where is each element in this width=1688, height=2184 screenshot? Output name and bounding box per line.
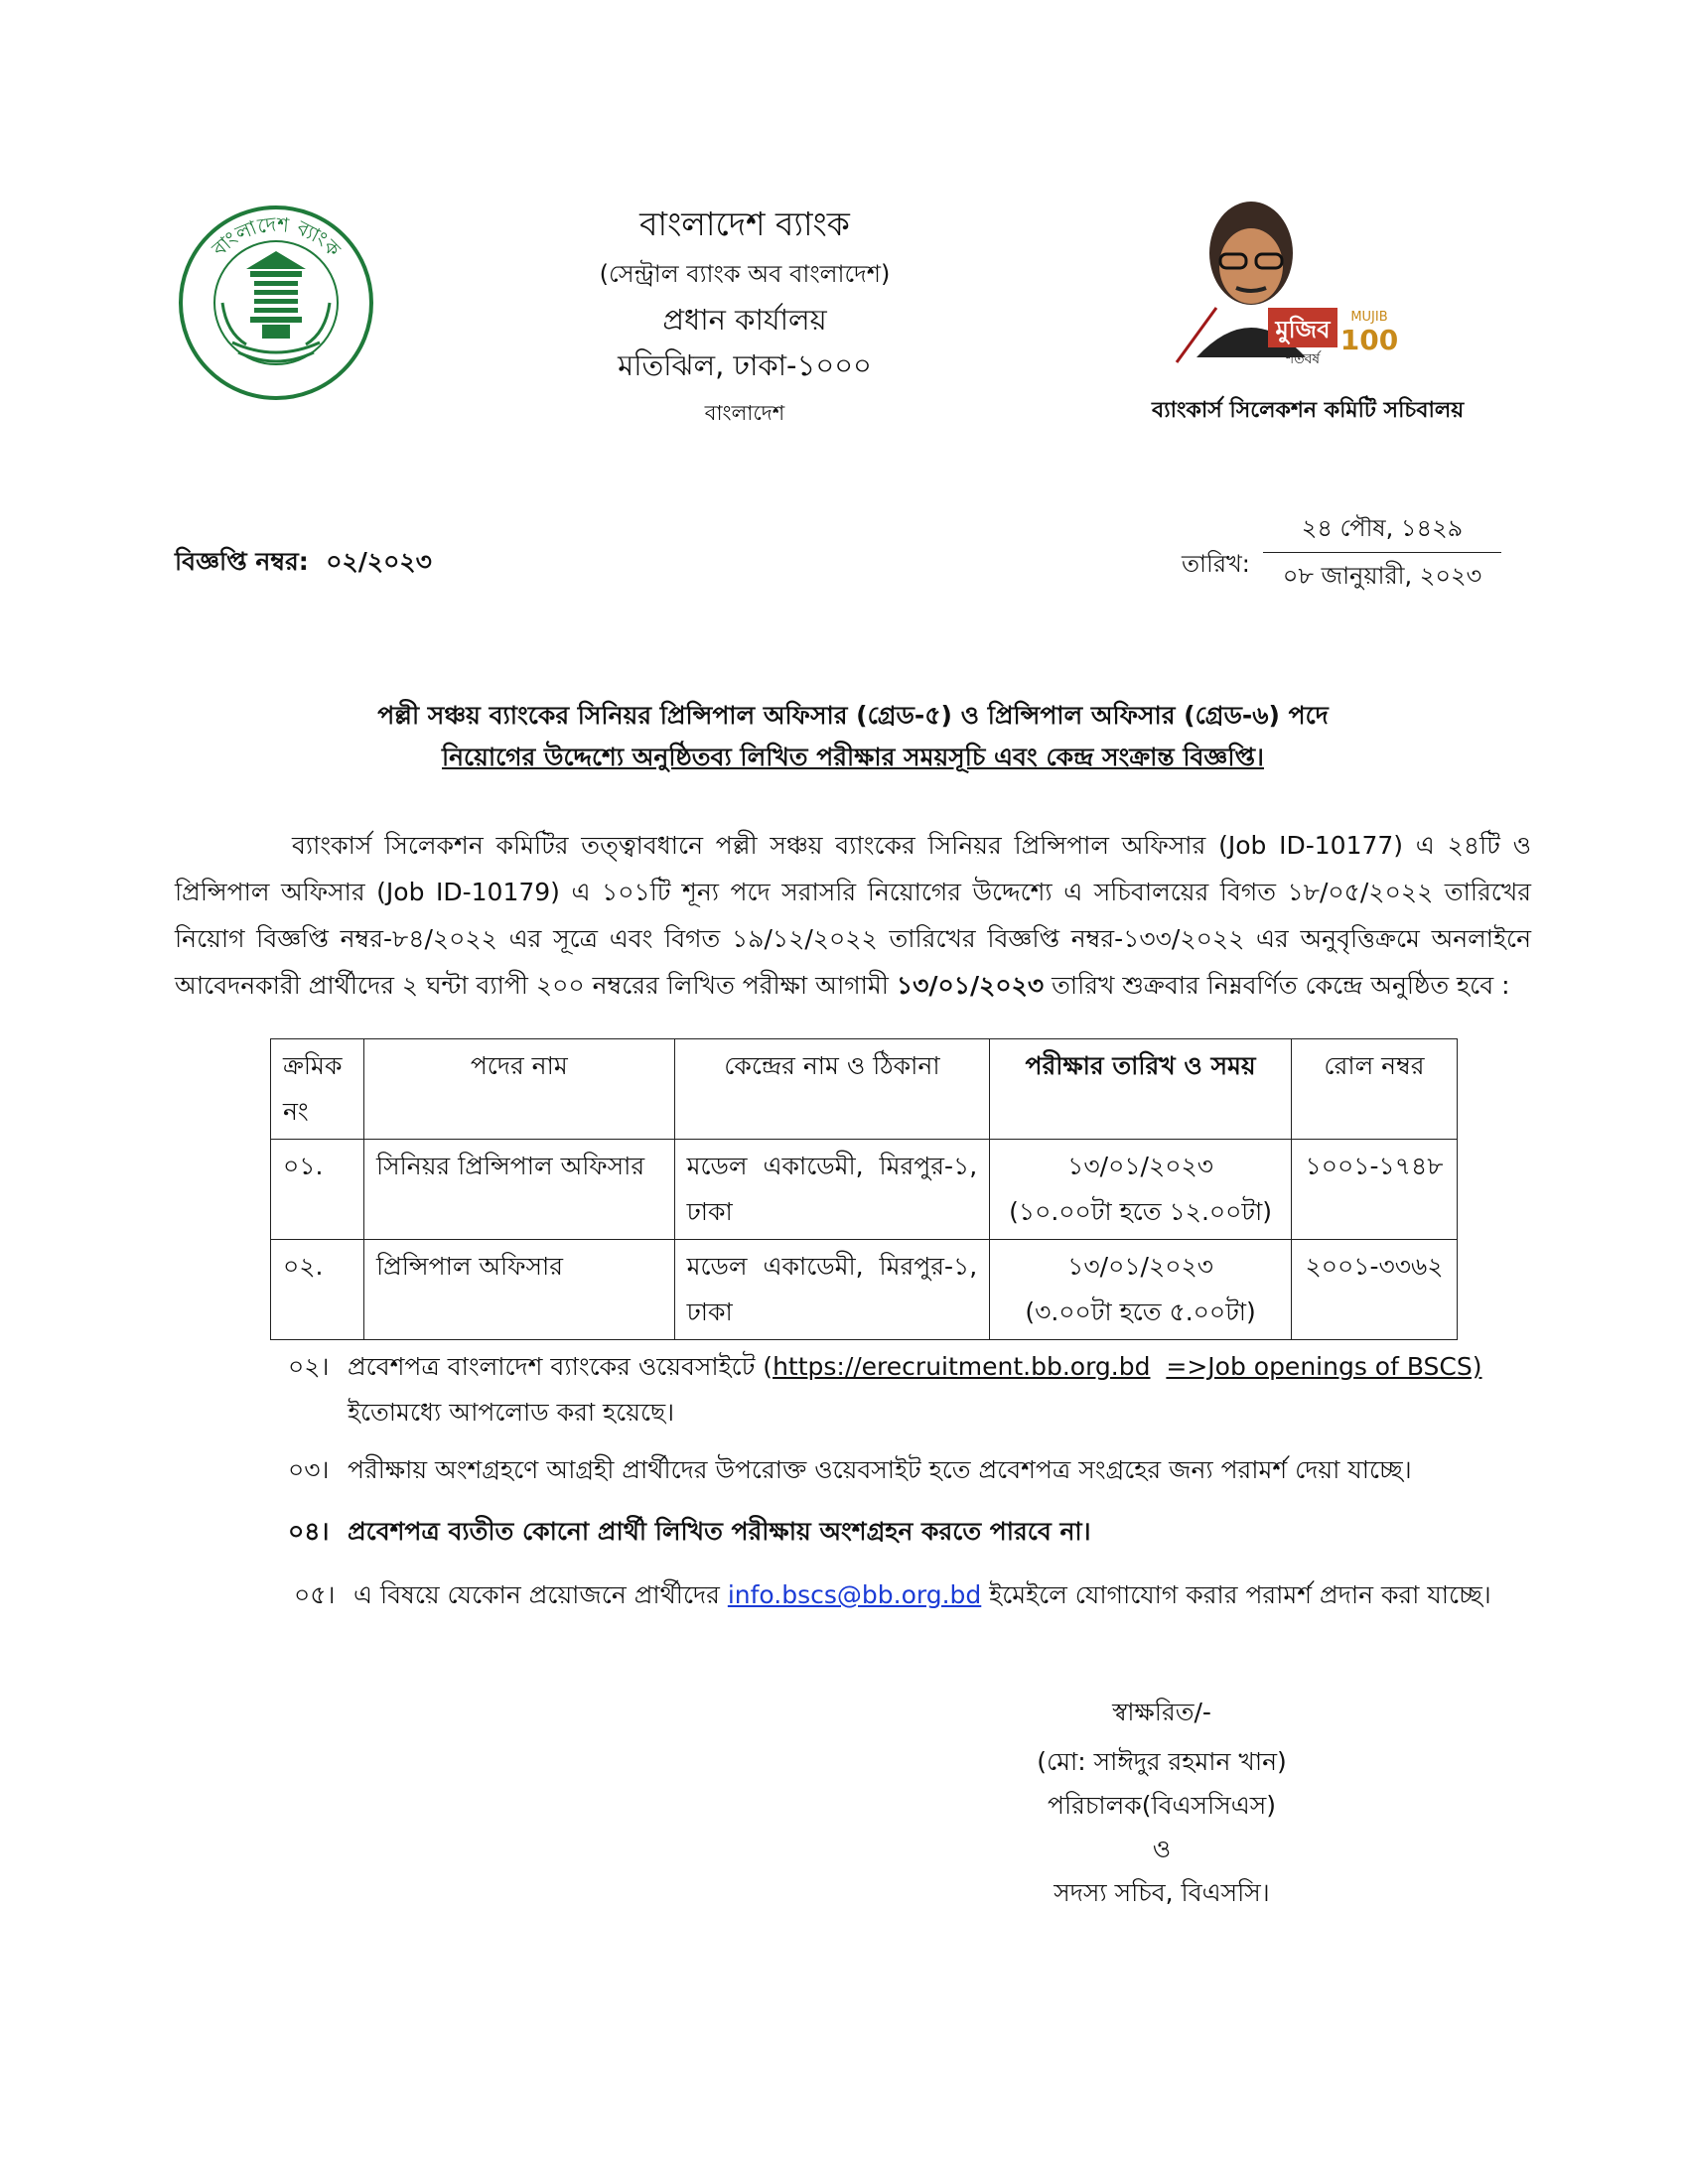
notice-number-value: ০২/২০২৩ <box>326 547 432 576</box>
signatory-name: (মো: সাঈদুর রহমান খান) <box>1037 1747 1287 1776</box>
cell-post: প্রিন্সিপাল অফিসার <box>363 1240 674 1340</box>
point-03-text: পরীক্ষায় অংশগ্রহণে আগ্রহী প্রার্থীদের উপরোক্ত ওয়েবসাইট হতে প্রবেশপত্র সংগ্রহের জন্য পরামর্শ দেয়া যাচ্ছে। <box>348 1455 1412 1484</box>
notice-title-line2: নিয়োগের উদ্দেশ্যে অনুষ্ঠিতব্য লিখিত পরীক্ষার সময়সূচি এবং কেন্দ্র সংক্রান্ত বিজ্ঞপ্তি। <box>441 743 1264 771</box>
body-paragraph <box>175 822 1531 1009</box>
contact-email-link[interactable]: info.bscs@bb.org.bd <box>727 1580 982 1609</box>
exam-date-highlight: ১৩/০১/২০২৩ <box>896 971 1045 1000</box>
cell-time: (৩.০০টা হতে ৫.০০টা) <box>1025 1297 1256 1326</box>
office-address: মতিঝিল, ঢাকা-১০০০ <box>618 348 872 382</box>
point-05-number: ০৫। <box>294 1580 336 1609</box>
point-04-text: প্রবেশপত্র ব্যতীত কোনো প্রার্থী লিখিত পরীক্ষায় অংশগ্রহন করতে পারবে না। <box>348 1517 1091 1546</box>
point-02-text <box>348 1344 1539 1435</box>
cell-datetime <box>990 1240 1292 1340</box>
date-english: ০৮ জানুয়ারী, ২০২৩ <box>1282 562 1482 590</box>
point-03-number: ০৩। <box>288 1455 330 1484</box>
cell-post: সিনিয়র প্রিন্সিপাল অফিসার <box>363 1140 674 1240</box>
signatory-designation: পরিচালক(বিএসসিএস) <box>1047 1791 1277 1820</box>
header-roll: রোল নম্বর <box>1291 1039 1457 1140</box>
point-02-number: ০২। <box>288 1352 330 1381</box>
notice-number <box>175 542 432 585</box>
table-row <box>271 1140 1458 1240</box>
signature-signed: স্বাক্ষরিত/- <box>1112 1698 1211 1726</box>
notice-title <box>175 695 1531 778</box>
exam-schedule-table <box>270 1038 1458 1340</box>
svg-text:MUJIB: MUJIB <box>1350 310 1388 325</box>
table-header-row <box>271 1039 1458 1140</box>
date-label: তারিখ: <box>1182 550 1250 578</box>
svg-text:শতবর্ষ: শতবর্ষ <box>1285 351 1321 367</box>
header-datetime: পরীক্ষার তারিখ ও সময় <box>990 1039 1292 1140</box>
point-02-text2: ইতোমধ্যে আপলোড করা হয়েছে। <box>348 1398 675 1427</box>
signatory-role: সদস্য সচিব, বিএসসি। <box>1054 1878 1270 1907</box>
cell-date: ১৩/০১/২০২৩ <box>1067 1152 1213 1180</box>
signatory-and: ও <box>1152 1835 1172 1863</box>
point-04-number: ০৪। <box>288 1517 330 1546</box>
cell-time: (১০.০০টা হতে ১২.০০টা) <box>1009 1197 1273 1226</box>
header-center: কেন্দ্রের নাম ও ঠিকানা <box>674 1039 990 1140</box>
org-subtitle: (সেন্ট্রাল ব্যাংক অব বাংলাদেশ) <box>599 260 891 288</box>
secretariat-name: ব্যাংকার্স সিলেকশন কমিটি সচিবালয় <box>1152 398 1465 423</box>
svg-text:মুজিব: মুজিব <box>1275 316 1331 343</box>
country-name: বাংলাদেশ <box>704 401 785 425</box>
body-text-part2: তারিখ শুক্রবার নিম্নবর্ণিত কেন্দ্রে অনুষ্ঠিত হবে : <box>1052 971 1510 1000</box>
cell-serial: ০১. <box>271 1140 364 1240</box>
cell-date: ১৩/০১/২০২৩ <box>1067 1252 1213 1281</box>
cell-center: মডেল একাডেমী, মিরপুর-১, ঢাকা <box>674 1240 990 1340</box>
cell-serial: ০২. <box>271 1240 364 1340</box>
admit-card-url[interactable]: https://erecruitment.bb.org.bd <box>773 1352 1151 1381</box>
cell-datetime <box>990 1140 1292 1240</box>
notice-title-line1: পল্লী সঞ্চয় ব্যাংকের সিনিয়র প্রিন্সিপাল অফিসার (গ্রেড-৫) ও প্রিন্সিপাল অফিসার (গ্রেড-৬) পদে <box>377 701 1329 730</box>
body-text-part1: ব্যাংকার্স সিলেকশন কমিটির তত্ত্বাবধানে পল্লী সঞ্চয় ব্যাংকের সিনিয়র প্রিন্সিপাল অফিসার (Job ID-10177) এ ২৪টি ও প্রিন্সিপাল অফিসার (Job ID-10179) এ ১০১টি শূন্য পদে সরাসরি নিয়োগের উদ্দেশ্যে এ সচিবালয়ের বিগত ১৮/০৫/২০২২ তারিখের নিয়োগ বিজ্ঞপ্তি নম্বর-৮৪/২০২২ এর সূত্রে এবং বিগত ১৯/১২/২০২২ তারিখের বিজ্ঞপ্তি নম্বর-১৩৩/২০২২ এর অনুবৃত্তিক্রমে অনলাইনে আবেদনকারী প্রার্থীদের ২ ঘন্টা ব্যাপী ২০০ নম্বরের লিখিত পরীক্ষা আগামী <box>175 831 1531 1000</box>
org-name: বাংলাদেশ ব্যাংক <box>639 205 850 243</box>
cell-center: মডেল একাডেমী, মিরপুর-১, ঢাকা <box>674 1140 990 1240</box>
cell-roll: ২০০১-৩৩৬২ <box>1291 1240 1457 1340</box>
date-divider <box>1263 552 1501 553</box>
table-row <box>271 1240 1458 1340</box>
cell-roll: ১০০১-১৭৪৮ <box>1291 1140 1457 1240</box>
header-post: পদের নাম <box>363 1039 674 1140</box>
point-05-text2: ইমেইলে যোগাযোগ করার পরামর্শ প্রদান করা যাচ্ছে। <box>989 1580 1491 1609</box>
header-serial: ক্রমিক নং <box>271 1039 364 1140</box>
point-02-text1: প্রবেশপত্র বাংলাদেশ ব্যাংকের ওয়েবসাইটে ( <box>348 1352 774 1381</box>
point-05-text <box>353 1572 1545 1618</box>
point-05-text1: এ বিষয়ে যেকোন প্রয়োজনে প্রার্থীদের <box>353 1580 720 1609</box>
office-name: প্রধান কার্যালয় <box>662 303 827 337</box>
bangladesh-bank-logo <box>177 204 375 402</box>
notice-number-label: বিজ্ঞপ্তি নম্বর: <box>175 547 309 576</box>
job-openings-link[interactable]: =>Job openings of BSCS) <box>1166 1352 1482 1381</box>
mujib-100-logo <box>1157 189 1400 367</box>
svg-text:বাংলাদেশ ব্যাংক: বাংলাদেশ ব্যাংক <box>207 211 346 262</box>
date-bangla: ২৪ পৌষ, ১৪২৯ <box>1301 514 1464 542</box>
svg-text:100: 100 <box>1339 324 1399 356</box>
